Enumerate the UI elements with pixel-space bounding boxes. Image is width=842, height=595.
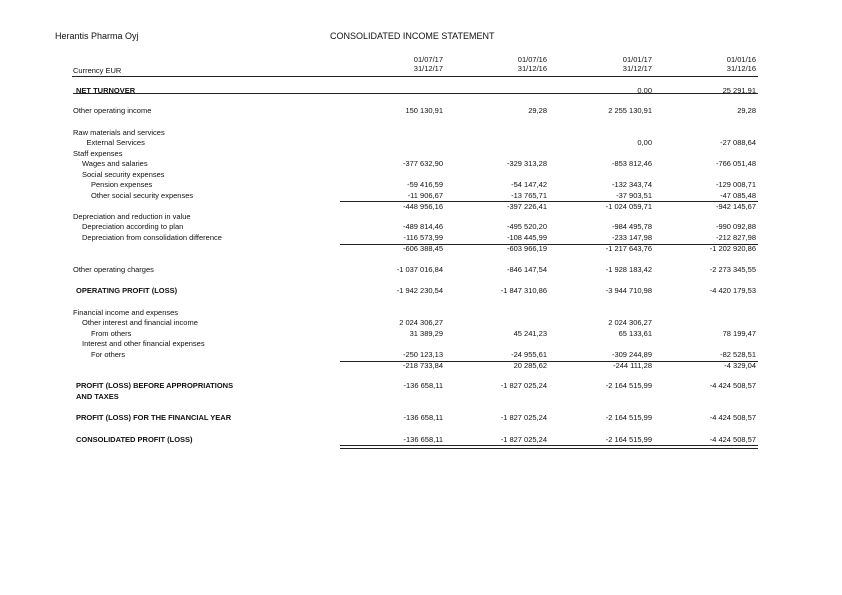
row-value: -1 202 920,86 <box>709 244 756 253</box>
row-value: -448 956,16 <box>402 202 443 211</box>
row-label: Depreciation from consolidation difference <box>82 233 222 242</box>
period-start: 01/07/16 <box>517 55 547 64</box>
statement-row <box>0 265 842 275</box>
row-value: 20 285,62 <box>513 361 547 370</box>
row-value: -129 008,71 <box>715 180 756 189</box>
statement-row <box>0 222 842 232</box>
rule-line <box>340 448 758 449</box>
row-value: -3 944 710,98 <box>605 286 652 295</box>
rule-line <box>340 361 758 362</box>
row-label: Other social security expenses <box>91 191 194 200</box>
period-end: 31/12/16 <box>726 63 756 73</box>
row-value: -846 147,54 <box>506 265 547 274</box>
row-value: -309 244,89 <box>611 350 652 359</box>
statement-row <box>0 329 842 339</box>
statement-row <box>0 212 842 222</box>
statement-row <box>0 339 842 349</box>
row-label: Social security expenses <box>82 170 165 179</box>
row-label: NET TURNOVER <box>76 86 136 95</box>
row-value: -4 420 179,53 <box>709 286 756 295</box>
row-value: 0,00 <box>637 86 652 95</box>
statement-row <box>0 286 842 296</box>
row-value: 31 389,29 <box>409 329 443 338</box>
row-value: -24 955,61 <box>511 350 547 359</box>
row-label: Pension expenses <box>91 180 153 189</box>
statement-row <box>0 191 842 201</box>
period-header <box>572 56 652 73</box>
statement-row <box>0 318 842 328</box>
row-value: -1 827 025,24 <box>500 435 547 444</box>
currency-label: Currency EUR <box>73 66 122 75</box>
row-value: -2 164 515,99 <box>605 435 652 444</box>
row-value: -495 520,20 <box>506 222 547 231</box>
row-label: CONSOLIDATED PROFIT (LOSS) <box>76 435 193 444</box>
row-value: -136 658,11 <box>403 381 443 390</box>
row-label: OPERATING PROFIT (LOSS) <box>76 286 178 295</box>
statement-row <box>0 350 842 360</box>
row-label: Raw materials and services <box>73 128 165 137</box>
rule-line <box>340 244 758 245</box>
statement-row <box>0 149 842 159</box>
period-header <box>363 56 443 73</box>
row-value: -4 424 508,57 <box>709 381 756 390</box>
period-start: 01/01/17 <box>622 55 652 64</box>
row-value: -984 495,78 <box>611 222 652 231</box>
row-label: AND TAXES <box>76 392 119 401</box>
period-start: 01/07/17 <box>413 55 443 64</box>
row-value: -13 765,71 <box>511 191 547 200</box>
row-value: -59 416,59 <box>407 180 443 189</box>
statement-row <box>0 128 842 138</box>
row-label: From others <box>91 329 132 338</box>
row-value: -212 827,98 <box>715 233 756 242</box>
rule-line <box>73 93 758 94</box>
row-value: -37 903,51 <box>616 191 652 200</box>
period-header <box>467 56 547 73</box>
row-value: 0,00 <box>637 138 652 147</box>
row-label: Staff expenses <box>73 149 123 158</box>
row-value: -377 632,90 <box>402 159 443 168</box>
row-value: 45 241,23 <box>513 329 547 338</box>
row-value: 65 133,61 <box>618 329 652 338</box>
statement-row <box>0 435 842 445</box>
statement-row <box>0 244 842 254</box>
statement-row <box>0 180 842 190</box>
period-end: 31/12/16 <box>517 63 547 73</box>
row-value: -942 145,67 <box>715 202 756 211</box>
row-value: -397 226,41 <box>506 202 547 211</box>
row-value: -766 051,48 <box>715 159 756 168</box>
row-label: Other operating charges <box>73 265 154 274</box>
row-value: -603 966,19 <box>506 244 547 253</box>
statement-row <box>0 361 842 371</box>
row-value: -11 906,67 <box>407 191 443 200</box>
row-value: -1 942 230,54 <box>396 286 443 295</box>
row-value: -244 111,28 <box>613 361 652 370</box>
row-value: -1 847 310,86 <box>500 286 547 295</box>
statement-row <box>0 392 842 402</box>
statement-row <box>0 159 842 169</box>
row-value: -4 329,04 <box>724 361 756 370</box>
row-value: -2 164 515,99 <box>605 381 652 390</box>
row-label: PROFIT (LOSS) BEFORE APPROPRIATIONS <box>76 381 234 390</box>
row-value: 2 255 130,91 <box>608 106 652 115</box>
rule-line <box>340 201 758 202</box>
row-value: -489 814,46 <box>402 222 443 231</box>
row-value: 150 130,91 <box>405 106 443 115</box>
row-label: PROFIT (LOSS) FOR THE FINANCIAL YEAR <box>76 413 232 422</box>
statement-row <box>0 202 842 212</box>
period-end: 31/12/17 <box>622 63 652 73</box>
row-value: -1 827 025,24 <box>500 381 547 390</box>
row-value: -136 658,11 <box>403 413 443 422</box>
row-label: External Services <box>86 138 145 147</box>
row-value: -136 658,11 <box>403 435 443 444</box>
period-end: 31/12/17 <box>413 63 443 73</box>
row-value: -990 092,88 <box>715 222 756 231</box>
rule-line <box>72 76 758 77</box>
row-value: 2 024 306,27 <box>399 318 443 327</box>
row-label: Wages and salaries <box>82 159 148 168</box>
row-value: -54 147,42 <box>511 180 547 189</box>
statement-row <box>0 233 842 243</box>
row-value: 78 199,47 <box>722 329 756 338</box>
row-value: 29,28 <box>737 106 756 115</box>
company-name: Herantis Pharma Oyj <box>55 31 139 41</box>
row-label: Other interest and financial income <box>82 318 198 327</box>
statement-row <box>0 138 842 148</box>
row-value: -250 123,13 <box>402 350 443 359</box>
row-value: 2 024 306,27 <box>608 318 652 327</box>
row-value: -1 037 016,84 <box>396 265 443 274</box>
row-value: -233 147,98 <box>611 233 652 242</box>
rule-line <box>340 445 758 446</box>
row-value: -116 573,99 <box>403 233 443 242</box>
row-label: Other operating income <box>73 106 152 115</box>
statement-row <box>0 86 842 96</box>
row-value: -82 528,51 <box>720 350 756 359</box>
statement-row <box>0 413 842 423</box>
row-value: -27 088,64 <box>720 138 756 147</box>
statement-row <box>0 170 842 180</box>
row-value: -853 812,46 <box>611 159 652 168</box>
period-start: 01/01/16 <box>726 55 756 64</box>
row-value: -1 024 059,71 <box>605 202 652 211</box>
row-value: -108 445,99 <box>506 233 547 242</box>
row-value: -4 424 508,57 <box>709 435 756 444</box>
period-header <box>676 56 756 73</box>
row-value: -132 343,74 <box>611 180 652 189</box>
row-value: -1 217 643,76 <box>605 244 652 253</box>
row-value: -47 085,48 <box>720 191 756 200</box>
statement-row <box>0 308 842 318</box>
row-label: Interest and other financial expenses <box>82 339 205 348</box>
row-value: -329 313,28 <box>506 159 547 168</box>
row-label: For others <box>91 350 126 359</box>
row-value: -2 273 345,55 <box>709 265 756 274</box>
row-label: Depreciation according to plan <box>82 222 184 231</box>
statement-row <box>0 381 842 391</box>
row-value: -4 424 508,57 <box>709 413 756 422</box>
row-value: 29,28 <box>528 106 547 115</box>
row-value: 25 291,91 <box>722 86 756 95</box>
row-label: Depreciation and reduction in value <box>73 212 191 221</box>
statement-row <box>0 106 842 116</box>
statement-title: CONSOLIDATED INCOME STATEMENT <box>330 31 495 41</box>
row-value: -606 388,45 <box>402 244 443 253</box>
row-value: -1 928 183,42 <box>605 265 652 274</box>
row-value: -218 733,84 <box>402 361 443 370</box>
row-value: -1 827 025,24 <box>500 413 547 422</box>
row-label: Financial income and expenses <box>73 308 179 317</box>
row-value: -2 164 515,99 <box>605 413 652 422</box>
